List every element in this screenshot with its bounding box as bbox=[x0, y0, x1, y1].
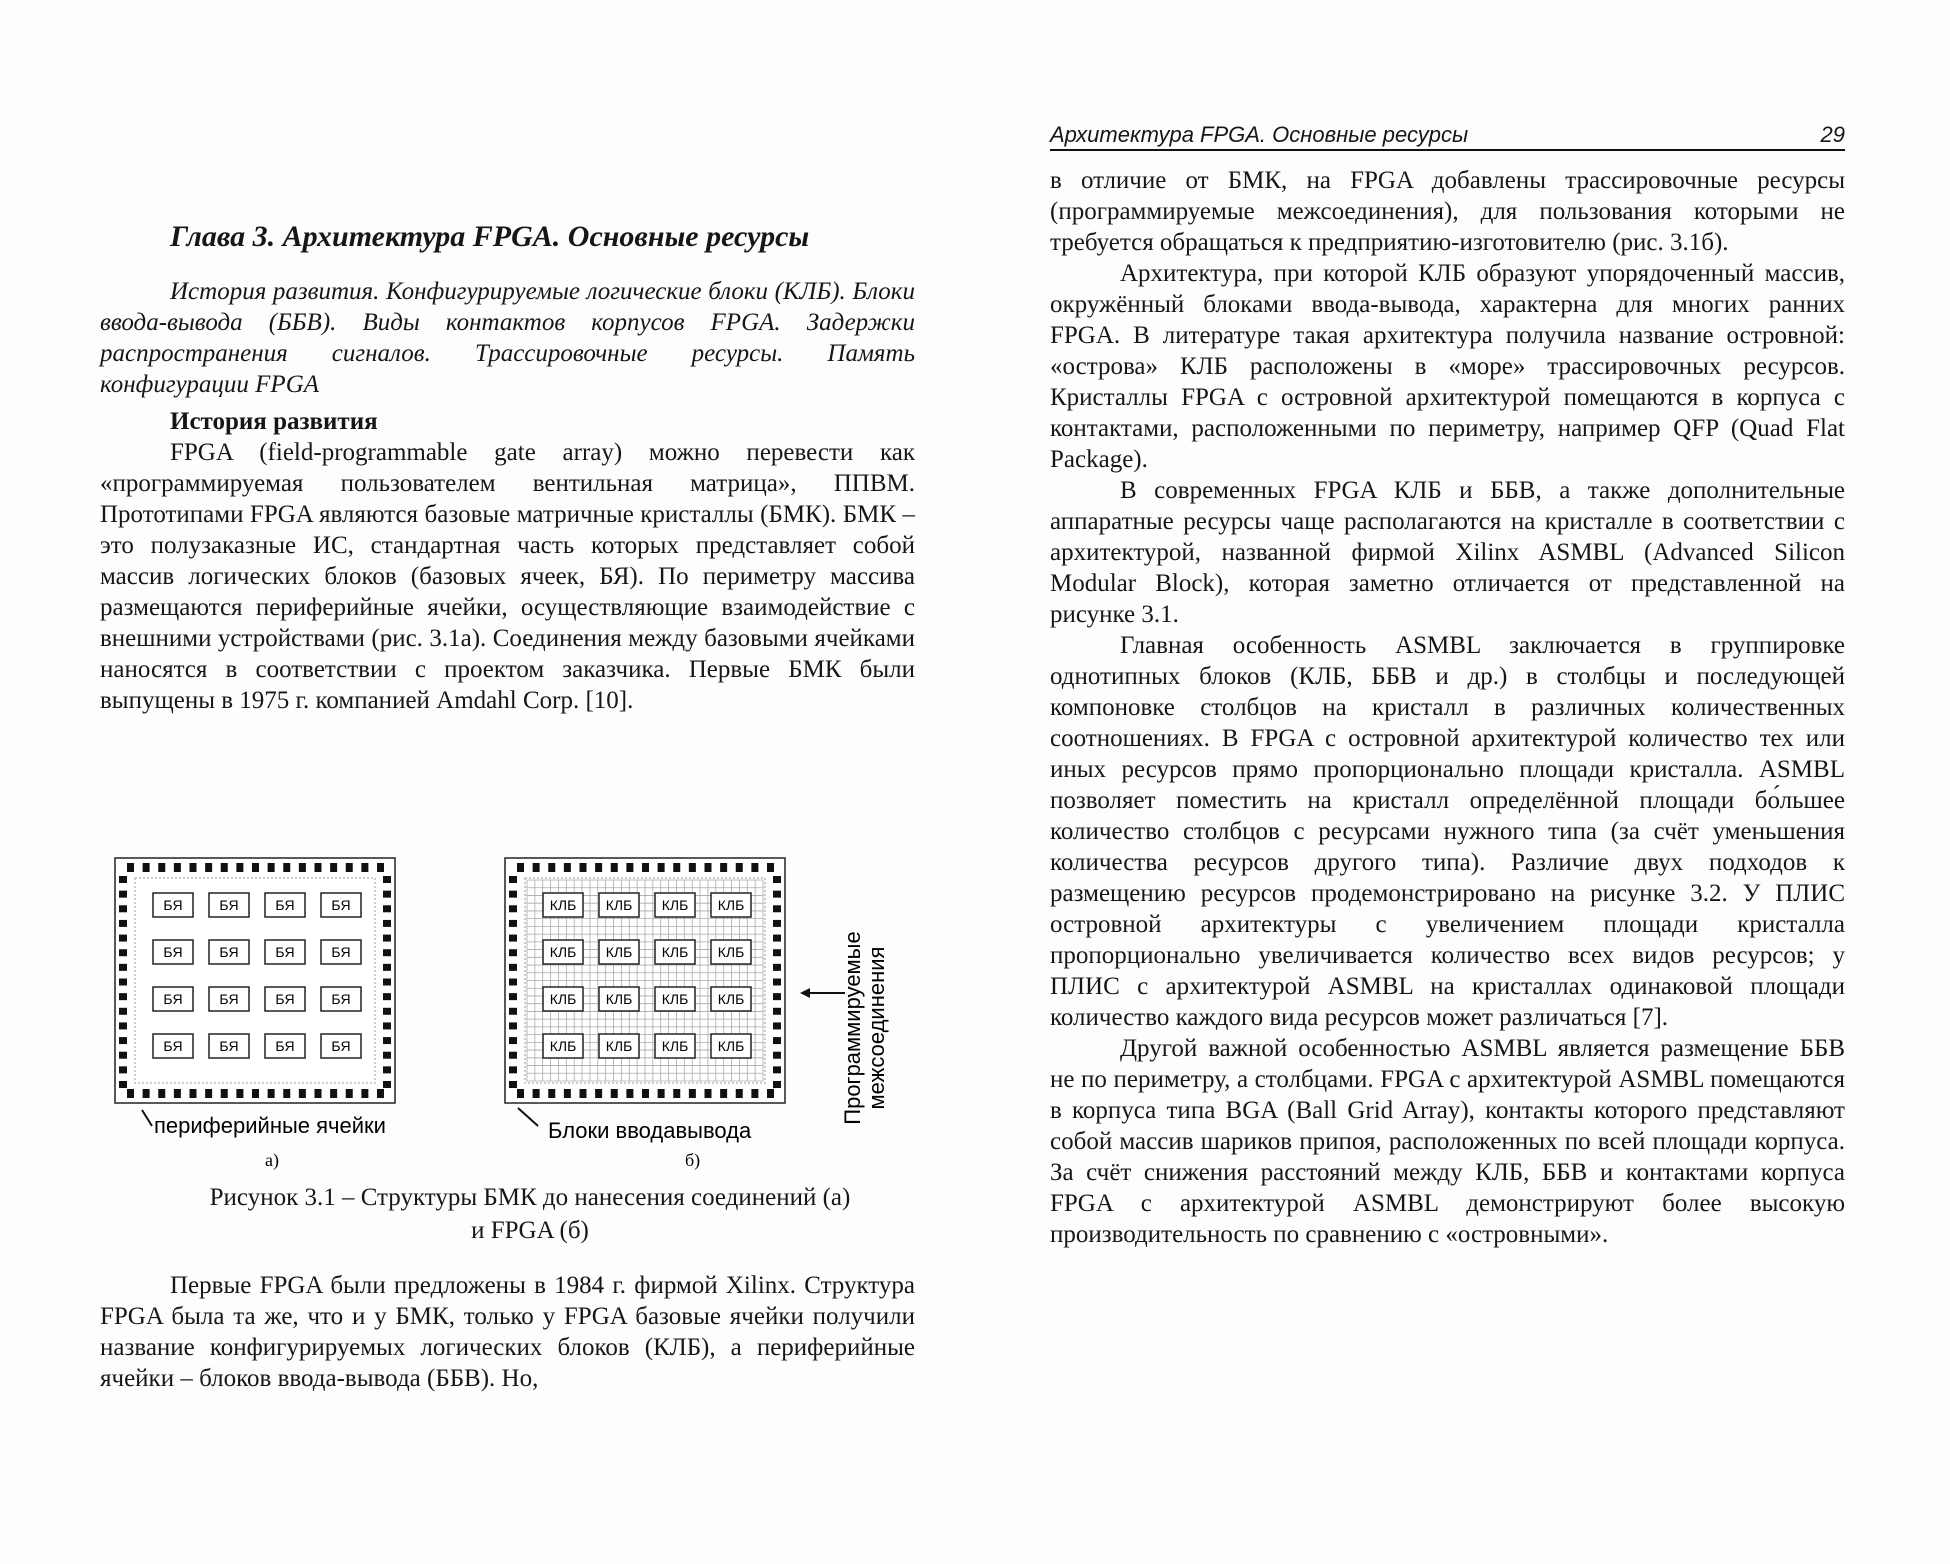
fpga-io-cell bbox=[705, 1089, 712, 1098]
fpga-logic-cell-label: КЛБ bbox=[661, 991, 689, 1007]
bmk-io-cell bbox=[315, 863, 322, 872]
side-label-arrowhead bbox=[800, 988, 810, 998]
chapter-abstract: История развития. Конфигурируемые логические блоки (КЛБ). Блоки ввода-вывода (ББВ). Виды контактов корпусов FPGA. Задержки распространения сигналов. Трассировочные ресурсы. Память конфигурации FPGA bbox=[100, 278, 915, 398]
label-b-leader bbox=[518, 1108, 538, 1126]
bmk-logic-cell-label: БЯ bbox=[275, 944, 295, 960]
figure-caption bbox=[150, 1181, 910, 1247]
fpga-io-cell bbox=[658, 863, 665, 872]
fpga-logic-cell-label: КЛБ bbox=[717, 897, 745, 913]
bmk-io-cell bbox=[158, 863, 165, 872]
panel-a-bmk bbox=[115, 858, 395, 1103]
fpga-io-cell bbox=[773, 964, 781, 971]
fpga-io-cell bbox=[509, 905, 517, 912]
bmk-io-cell bbox=[330, 1089, 337, 1098]
fpga-logic-cell-label: КЛБ bbox=[661, 1038, 689, 1054]
right-page bbox=[975, 0, 1950, 1564]
side-label-line1: Программируемые bbox=[840, 931, 865, 1125]
fpga-io-cell bbox=[751, 1089, 758, 1098]
fpga-io-cell bbox=[720, 1089, 727, 1098]
bmk-io-cell bbox=[377, 1089, 384, 1098]
bmk-io-cell bbox=[221, 863, 228, 872]
fpga-io-cell bbox=[509, 1008, 517, 1015]
bmk-io-cell bbox=[119, 935, 127, 942]
bmk-io-cell bbox=[119, 891, 127, 898]
fpga-io-cell bbox=[773, 1066, 781, 1073]
fpga-io-cell bbox=[509, 1052, 517, 1059]
left-text-bottom bbox=[100, 1270, 915, 1394]
fpga-io-cell bbox=[736, 1089, 743, 1098]
label-a-leader bbox=[142, 1110, 152, 1126]
bmk-io-cell bbox=[119, 1052, 127, 1059]
fpga-io-cell bbox=[548, 1089, 555, 1098]
fpga-io-cell bbox=[509, 1022, 517, 1029]
fpga-io-cell bbox=[509, 1037, 517, 1044]
fpga-io-cell bbox=[642, 863, 649, 872]
fpga-io-cell bbox=[509, 979, 517, 986]
bmk-io-cell bbox=[377, 863, 384, 872]
panel-b-fpga bbox=[505, 858, 785, 1103]
fpga-io-cell bbox=[517, 1089, 524, 1098]
fpga-io-cell bbox=[673, 1089, 680, 1098]
fpga-io-cell bbox=[509, 891, 517, 898]
fpga-logic-cell-label: КЛБ bbox=[605, 944, 633, 960]
fpga-io-cell bbox=[773, 979, 781, 986]
bmk-logic-cell-label: БЯ bbox=[163, 897, 183, 913]
fpga-io-cell bbox=[517, 863, 524, 872]
bmk-io-cell bbox=[190, 863, 197, 872]
fpga-logic-cell-label: КЛБ bbox=[717, 1038, 745, 1054]
bmk-logic-cell-label: БЯ bbox=[163, 944, 183, 960]
fpga-logic-cell-label: КЛБ bbox=[717, 991, 745, 1007]
fpga-logic-cell-label: КЛБ bbox=[661, 944, 689, 960]
subfig-b-label: б) bbox=[685, 1150, 701, 1170]
figure-diagram bbox=[110, 808, 940, 1178]
bmk-io-cell bbox=[283, 1089, 290, 1098]
fpga-logic-cell-label: КЛБ bbox=[549, 944, 577, 960]
bmk-logic-cell-label: БЯ bbox=[219, 944, 239, 960]
bmk-io-cell bbox=[383, 979, 391, 986]
bmk-io-cell bbox=[361, 863, 368, 872]
bmk-io-cell bbox=[283, 863, 290, 872]
bmk-io-cell bbox=[252, 1089, 259, 1098]
bmk-io-cell bbox=[383, 949, 391, 956]
bmk-io-cell bbox=[383, 1081, 391, 1088]
fpga-io-cell bbox=[689, 863, 696, 872]
bmk-io-cell bbox=[383, 993, 391, 1000]
bmk-io-cell bbox=[252, 863, 259, 872]
fpga-io-cell bbox=[611, 1089, 618, 1098]
bmk-io-cell bbox=[119, 1022, 127, 1029]
bmk-logic-cell-label: БЯ bbox=[219, 1038, 239, 1054]
bmk-io-cell bbox=[383, 964, 391, 971]
bmk-io-cell bbox=[143, 1089, 150, 1098]
fpga-io-cell bbox=[595, 863, 602, 872]
fpga-io-cell bbox=[773, 1022, 781, 1029]
bmk-logic-cell-label: БЯ bbox=[275, 897, 295, 913]
bmk-logic-cell-label: БЯ bbox=[163, 991, 183, 1007]
bmk-logic-cell-label: БЯ bbox=[275, 991, 295, 1007]
fpga-io-cell bbox=[773, 935, 781, 942]
page-number: 29 bbox=[1820, 122, 1845, 147]
bmk-io-cell bbox=[268, 863, 275, 872]
bmk-io-cell bbox=[383, 891, 391, 898]
bmk-io-cell bbox=[346, 1089, 353, 1098]
fpga-logic-cell-label: КЛБ bbox=[549, 897, 577, 913]
fpga-io-cell bbox=[611, 863, 618, 872]
fpga-io-cell bbox=[509, 1081, 517, 1088]
fpga-io-cell bbox=[658, 1089, 665, 1098]
fpga-io-cell bbox=[626, 863, 633, 872]
fpga-io-cell bbox=[548, 863, 555, 872]
bmk-logic-cell-label: БЯ bbox=[331, 944, 351, 960]
fpga-io-cell bbox=[564, 863, 571, 872]
bmk-io-cell bbox=[236, 863, 243, 872]
fpga-io-cell bbox=[509, 993, 517, 1000]
bmk-logic-cell-label: БЯ bbox=[275, 1038, 295, 1054]
fpga-io-cell bbox=[564, 1089, 571, 1098]
bmk-io-cell bbox=[119, 964, 127, 971]
fpga-io-cell bbox=[509, 920, 517, 927]
fpga-logic-cell-label: КЛБ bbox=[605, 1038, 633, 1054]
running-head bbox=[1050, 122, 1845, 151]
bmk-io-cell bbox=[383, 1052, 391, 1059]
fpga-io-cell bbox=[580, 1089, 587, 1098]
fpga-logic-cell-label: КЛБ bbox=[549, 1038, 577, 1054]
figure-3-1 bbox=[110, 808, 940, 1248]
paragraph-asmbl-io: Другой важной особенностью ASMBL является размещение ББВ не по периметру, а столбцами. FPGA с архитектурой ASMBL помещаются в корпуса типа BGA (Ball Grid Array), контакты которого представляют собой массив шариков припоя, расположенных по всей площади корпуса. За счёт снижения расстояний между КЛБ, ББВ и контактами корпуса FPGA с архитектурой ASMBL демонстрируют более высокую производительность по сравнению с «островными». bbox=[1050, 1035, 1845, 1248]
bmk-io-cell bbox=[383, 935, 391, 942]
fpga-io-cell bbox=[642, 1089, 649, 1098]
fpga-io-cell bbox=[767, 1089, 774, 1098]
fpga-logic-cell-label: КЛБ bbox=[661, 897, 689, 913]
bmk-io-cell bbox=[119, 993, 127, 1000]
bmk-io-cell bbox=[383, 905, 391, 912]
bmk-logic-cell-label: БЯ bbox=[219, 897, 239, 913]
fpga-io-cell bbox=[595, 1089, 602, 1098]
bmk-logic-cell-label: БЯ bbox=[331, 897, 351, 913]
running-title: Архитектура FPGA. Основные ресурсы bbox=[1050, 122, 1469, 147]
paragraph-continued: в отличие от БМК, на FPGA добавлены трассировочные ресурсы (программируемые межсоединения), для пользования которыми не требуется обращаться к предприятию-изготовителю (рис. 3.1б). bbox=[1050, 167, 1845, 256]
bmk-io-cell bbox=[119, 979, 127, 986]
fpga-io-cell bbox=[509, 876, 517, 883]
side-label-line2: межсоединения bbox=[864, 946, 889, 1110]
fpga-io-cell bbox=[773, 1037, 781, 1044]
fpga-io-cell bbox=[773, 905, 781, 912]
bmk-io-cell bbox=[205, 1089, 212, 1098]
bmk-io-cell bbox=[221, 1089, 228, 1098]
label-io-blocks: Блоки вводавывода bbox=[548, 1118, 752, 1143]
bmk-io-cell bbox=[315, 1089, 322, 1098]
bmk-io-cell bbox=[383, 876, 391, 883]
fpga-io-cell bbox=[705, 863, 712, 872]
fpga-io-cell bbox=[773, 876, 781, 883]
caption-line-2: и FPGA (б) bbox=[471, 1217, 589, 1244]
bmk-io-cell bbox=[174, 1089, 181, 1098]
bmk-io-cell bbox=[205, 863, 212, 872]
bmk-io-cell bbox=[119, 1066, 127, 1073]
fpga-io-cell bbox=[773, 993, 781, 1000]
bmk-io-cell bbox=[143, 863, 150, 872]
bmk-io-cell bbox=[361, 1089, 368, 1098]
bmk-io-cell bbox=[119, 905, 127, 912]
section-heading: История развития bbox=[170, 408, 378, 435]
fpga-io-cell bbox=[533, 863, 540, 872]
bmk-io-cell bbox=[299, 863, 306, 872]
bmk-logic-cell-label: БЯ bbox=[331, 991, 351, 1007]
bmk-io-cell bbox=[383, 1008, 391, 1015]
bmk-io-cell bbox=[383, 1022, 391, 1029]
bmk-io-cell bbox=[127, 1089, 134, 1098]
fpga-io-cell bbox=[773, 1081, 781, 1088]
fpga-io-cell bbox=[689, 1089, 696, 1098]
fpga-io-cell bbox=[751, 863, 758, 872]
bmk-io-cell bbox=[119, 920, 127, 927]
fpga-io-cell bbox=[509, 935, 517, 942]
bmk-io-cell bbox=[383, 1066, 391, 1073]
right-text-block bbox=[1050, 165, 1845, 1250]
fpga-io-cell bbox=[533, 1089, 540, 1098]
fpga-io-cell bbox=[580, 863, 587, 872]
bmk-io-cell bbox=[127, 863, 134, 872]
paragraph-asmbl-intro: В современных FPGA КЛБ и ББВ, а также дополнительные аппаратные ресурсы чаще располагаются на кристалле в соответствии с архитектурой, названной фирмой Xilinx ASMBL (Advanced Silicon Modular Block), которая заметно отличается от представленной на рисунке 3.1. bbox=[1050, 477, 1845, 628]
fpga-io-cell bbox=[767, 863, 774, 872]
bmk-io-cell bbox=[383, 920, 391, 927]
fpga-io-cell bbox=[773, 1052, 781, 1059]
bmk-io-cell bbox=[383, 1037, 391, 1044]
fpga-io-cell bbox=[773, 949, 781, 956]
bmk-io-cell bbox=[236, 1089, 243, 1098]
fpga-logic-cell-label: КЛБ bbox=[605, 897, 633, 913]
paragraph-first-fpga: Первые FPGA были предложены в 1984 г. фирмой Xilinx. Структура FPGA была та же, что и у БМК, только у FPGA базовые ячейки получили название конфигурируемых логических блоков (КЛБ), а периферийные ячейки – блоков ввода-вывода (ББВ). Но, bbox=[100, 1272, 915, 1392]
paragraph-asmbl-feature: Главная особенность ASMBL заключается в группировке однотипных блоков (КЛБ, ББВ и др.) в столбцы и последующей компоновке столбцов на кристалл в различных количественных соотношениях. В FPGA с островной архитектурой количество тех или иных ресурсов прямо пропорционально площади кристалла. ASMBL позволяет поместить на кристалл определённой площади бо́льшее количество столбцов с ресурсами нужного типа (за счёт уменьшения количества ресурсов другого типа). Различие двух подходов к размещению ресурсов продемонстрировано на рисунке 3.2. У ПЛИС островной архитектуры с увеличением площади кристалла пропорционально увеличивается количество всех видов ресурсов; у ПЛИС с архитектурой ASMBL на кристаллах одинаковой площади количество каждого вида ресурсов может различаться [7]. bbox=[1050, 632, 1845, 1031]
fpga-io-cell bbox=[720, 863, 727, 872]
left-text-block bbox=[100, 276, 915, 716]
fpga-io-cell bbox=[673, 863, 680, 872]
bmk-io-cell bbox=[330, 863, 337, 872]
fpga-logic-cell-label: КЛБ bbox=[717, 944, 745, 960]
label-peripheral-cells: периферийные ячейки bbox=[154, 1113, 386, 1138]
caption-line-1: Рисунок 3.1 – Структуры БМК до нанесения соединений (а) bbox=[209, 1184, 851, 1211]
bmk-logic-cell-label: БЯ bbox=[219, 991, 239, 1007]
paragraph-island-architecture: Архитектура, при которой КЛБ образуют упорядоченный массив, окружённый блоками ввода-вывода, характерна для многих ранних FPGA. В литературе такая архитектура получила название островной: «острова» КЛБ расположены в «море» трассировочных ресурсов. Кристаллы FPGA с островной архитектурой помещаются в корпуса с контактами, расположенными по периметру, например QFP (Quad Flat Package). bbox=[1050, 260, 1845, 473]
fpga-io-cell bbox=[509, 964, 517, 971]
fpga-io-cell bbox=[736, 863, 743, 872]
fpga-io-cell bbox=[626, 1089, 633, 1098]
fpga-io-cell bbox=[509, 1066, 517, 1073]
bmk-io-cell bbox=[119, 1037, 127, 1044]
bmk-io-cell bbox=[119, 949, 127, 956]
fpga-io-cell bbox=[509, 949, 517, 956]
bmk-io-cell bbox=[299, 1089, 306, 1098]
bmk-io-cell bbox=[158, 1089, 165, 1098]
fpga-logic-cell-label: КЛБ bbox=[605, 991, 633, 1007]
fpga-logic-cell-label: КЛБ bbox=[549, 991, 577, 1007]
bmk-io-cell bbox=[174, 863, 181, 872]
chapter-title: Глава 3. Архитектура FPGA. Основные ресурсы bbox=[170, 220, 810, 253]
bmk-io-cell bbox=[268, 1089, 275, 1098]
bmk-io-cell bbox=[346, 863, 353, 872]
bmk-logic-cell-label: БЯ bbox=[163, 1038, 183, 1054]
fpga-io-cell bbox=[773, 920, 781, 927]
subfig-a-label: а) bbox=[265, 1150, 279, 1170]
fpga-io-cell bbox=[773, 891, 781, 898]
paragraph-history: FPGA (field-programmable gate array) можно перевести как «программируемая пользователем вентильная матрица», ППВМ. Прототипами FPGA являются базовые матричные кристаллы (БМК). БМК – это полузаказные ИС, стандартная часть которых представляет собой массив логических блоков (базовых ячеек, БЯ). По периметру массива размещаются периферийные ячейки, осуществляющие взаимодействие с внешними устройствами (рис. 3.1а). Соединения между базовыми ячейками наносятся в соответствии с проектом заказчика. Первые БМК были выпущены в 1975 г. компанией Amdahl Corp. [10]. bbox=[100, 439, 915, 714]
bmk-io-cell bbox=[119, 1081, 127, 1088]
bmk-logic-cell-label: БЯ bbox=[331, 1038, 351, 1054]
fpga-io-cell bbox=[773, 1008, 781, 1015]
side-label bbox=[840, 931, 889, 1124]
bmk-io-cell bbox=[119, 876, 127, 883]
bmk-io-cell bbox=[190, 1089, 197, 1098]
bmk-io-cell bbox=[119, 1008, 127, 1015]
